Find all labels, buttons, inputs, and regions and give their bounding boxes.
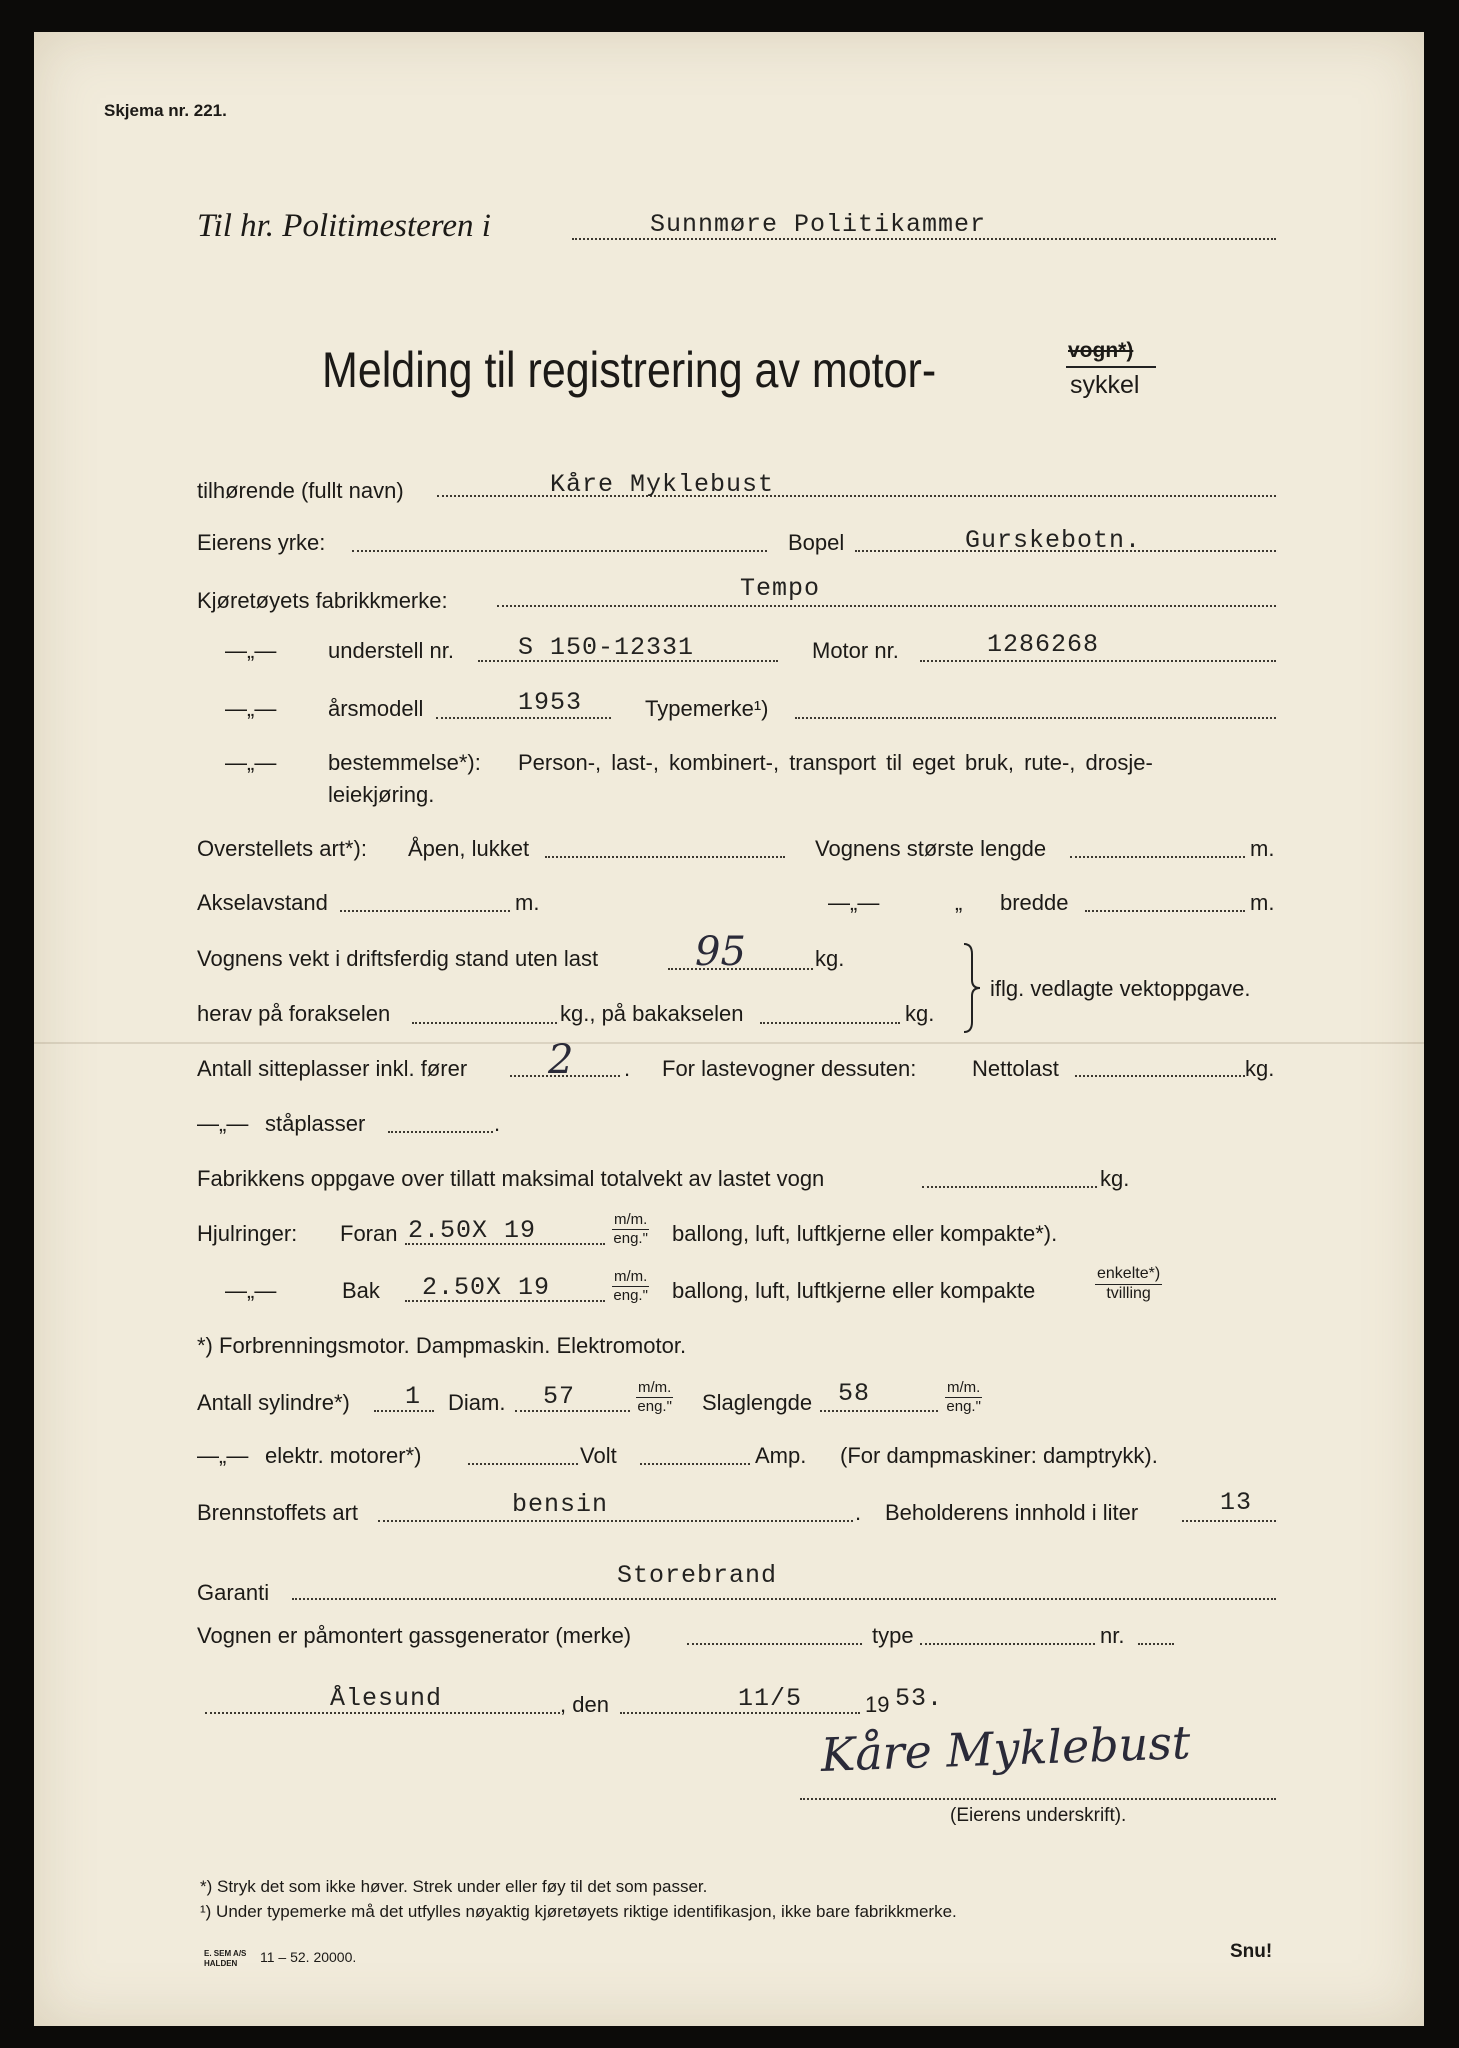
rear-axle-label: kg., på bakakselen [560, 1001, 744, 1026]
motor-line [920, 660, 1276, 662]
signature-label: (Eierens underskrift). [950, 1805, 1127, 1826]
front-tire-unit: m/m. eng." [613, 1211, 648, 1247]
type-line [920, 1643, 1095, 1645]
netload-label: Nettolast [972, 1056, 1059, 1081]
tank-label: Beholderens innhold i liter [885, 1500, 1139, 1525]
maxweight-label: Fabrikkens oppgave over tillatt maksimal totalvekt av lastet vogn [197, 1166, 825, 1191]
rear-tire-label: Bak [342, 1278, 380, 1303]
ditto-mark: —„— [197, 1443, 249, 1468]
netload-line [1075, 1075, 1245, 1077]
body-label: Overstellets art*): [197, 836, 367, 861]
residence-label: Bopel [788, 530, 845, 555]
stroke-line [820, 1410, 938, 1412]
rear-tire-unit: m/m. eng." [613, 1268, 648, 1304]
cylinders-value: 1 [405, 1382, 422, 1411]
form-sheet [34, 32, 1424, 2026]
ditto-mark: —„— [828, 890, 880, 915]
elmotor-label: elektr. motorer*) [265, 1443, 422, 1468]
front-axle-line [412, 1022, 557, 1024]
rear-axle-line [760, 1022, 900, 1024]
length-line [1070, 856, 1245, 858]
gasgen-label: Vognen er påmontert gassgenerator (merke) [197, 1623, 632, 1648]
residence-value: Gurskebotn. [965, 526, 1142, 555]
nr-line [1138, 1643, 1174, 1645]
nr-label: nr. [1100, 1623, 1125, 1648]
make-line [497, 605, 1276, 607]
print-info: 11 – 52. 20000. [260, 1949, 357, 1965]
maxweight-unit: kg. [1100, 1166, 1130, 1191]
rear-tire-types: ballong, luft, luftkjerne eller kompakte [672, 1278, 1036, 1303]
elmotor-line [468, 1463, 578, 1465]
volt-label: Volt [580, 1443, 617, 1468]
guarantee-line [292, 1598, 1276, 1600]
title-fraction-bar [1066, 366, 1156, 368]
schema-number: Skjema nr. 221. [104, 101, 227, 120]
front-tire-types: ballong, luft, luftkjerne eller kompakte*). [672, 1221, 1058, 1246]
weight-unit: kg. [815, 946, 845, 971]
fuel-period: . [855, 1500, 862, 1525]
purpose-options-cont: leiekjøring. [328, 782, 435, 807]
model-year-value: 1953 [518, 688, 583, 717]
weight-brace [960, 942, 984, 1034]
make-label: Kjøretøyets fabrikkmerke: [197, 588, 448, 613]
weight-value: 95 [695, 929, 746, 975]
printer-city: HALDEN [204, 1959, 238, 1968]
typemark-line [795, 717, 1276, 719]
den-label: , den [560, 1692, 609, 1717]
ditto-mark: —„— [225, 696, 277, 721]
axle-label: Akselavstand [197, 890, 328, 915]
length-label: Vognens største lengde [815, 836, 1047, 861]
place-value: Ålesund [330, 1684, 443, 1713]
model-year-line [436, 717, 611, 719]
ditto-mark: —„— [197, 1111, 249, 1136]
steam-note: (For dampmaskiner: damptrykk). [840, 1443, 1158, 1468]
standing-line [388, 1131, 493, 1133]
stroke-label: Slaglengde [702, 1390, 813, 1415]
axle-line [340, 910, 510, 912]
year-value: 53. [895, 1684, 944, 1713]
stroke-value: 58 [838, 1379, 871, 1408]
ditto-mark: —„— [225, 750, 277, 775]
motor-value: 1286268 [987, 630, 1100, 659]
front-tire-value: 2.50X 19 [408, 1216, 537, 1245]
make-value: Tempo [740, 574, 821, 603]
occupation-label: Eierens yrke: [197, 530, 326, 555]
guarantee-label: Garanti [197, 1580, 270, 1605]
footnote-strike: *) Stryk det som ikke høver. Strek under eller føy til det som passer. [200, 1877, 708, 1896]
year-prefix: 19 [865, 1692, 890, 1717]
width-line [1085, 910, 1245, 912]
seats-label: Antall sitteplasser inkl. fører [197, 1056, 468, 1081]
rear-tire-arrangement: enkelte*) tvilling [1097, 1265, 1161, 1302]
maxweight-line [922, 1186, 1097, 1188]
owner-value: Kåre Myklebust [550, 470, 775, 499]
signature-line [800, 1798, 1276, 1800]
tires-label: Hjulringer: [197, 1221, 298, 1246]
gasgen-line [687, 1643, 862, 1645]
model-year-label: årsmodell [328, 696, 424, 721]
form-title: Melding til registrering av motor- [322, 342, 937, 398]
title-sykkel: sykkel [1070, 371, 1140, 399]
standing-label: ståplasser [265, 1111, 366, 1136]
weight-note: iflg. vedlagte vektoppgave. [990, 976, 1251, 1001]
fuel-line [378, 1520, 853, 1522]
ditto-mark: —„— [225, 1278, 277, 1303]
date-value: 11/5 [738, 1684, 803, 1713]
tank-line [1182, 1520, 1276, 1522]
owner-label: tilhørende (fullt navn) [197, 478, 404, 503]
occupation-line [352, 550, 767, 552]
fuel-value: bensin [512, 1490, 609, 1519]
chassis-label: understell nr. [328, 638, 454, 663]
title-vogn-struck: vogn*) [1068, 339, 1134, 362]
rear-axle-unit: kg. [905, 1001, 935, 1026]
fuel-label: Brennstoffets art [197, 1500, 359, 1525]
width-unit: m. [1250, 890, 1275, 915]
purpose-options: Person-, last-, kombinert-, transport til eget bruk, rute-, drosje- [518, 750, 1153, 775]
type-label: type [872, 1623, 914, 1648]
diam-unit: m/m. eng." [637, 1379, 672, 1415]
engine-types: *) Forbrenningsmotor. Dampmaskin. Elektromotor. [197, 1333, 687, 1358]
volt-line [640, 1463, 750, 1465]
typemark-label: Typemerke¹) [645, 696, 769, 721]
cargo-label: For lastevogner dessuten: [662, 1056, 917, 1081]
owner-signature: Kåre Myklebust [819, 1715, 1192, 1782]
recipient-value: Sunnmøre Politikammer [650, 210, 987, 239]
weight-label: Vognens vekt i driftsferdig stand uten last [197, 946, 599, 971]
tank-value: 13 [1220, 1488, 1253, 1517]
axle-unit: m. [515, 890, 540, 915]
body-line [545, 856, 785, 858]
stroke-unit: m/m. eng." [946, 1379, 981, 1415]
width-label: bredde [1000, 890, 1069, 915]
footnote-typemark: ¹) Under typemerke må det utfylles nøyaktig kjøretøyets riktige identifikasjon, ikke bare fabrikkmerke. [200, 1902, 957, 1921]
purpose-label: bestemmelse*): [328, 750, 481, 775]
front-axle-label: herav på forakselen [197, 1001, 391, 1026]
printer-name: E. SEM A/S [204, 1949, 247, 1958]
seats-period: . [624, 1056, 631, 1081]
diam-value: 57 [543, 1382, 576, 1411]
netload-unit: kg. [1245, 1056, 1275, 1081]
paper-fold [34, 1042, 1424, 1044]
cylinders-label: Antall sylindre*) [197, 1390, 350, 1415]
body-value: Åpen, lukket [408, 836, 530, 861]
chassis-value: S 150-12331 [518, 633, 695, 662]
rear-tire-value: 2.50X 19 [422, 1273, 551, 1302]
cylinders-line [374, 1410, 434, 1412]
turn-over-note: Snu! [1230, 1941, 1273, 1962]
ditto-mark: —„— [225, 638, 277, 663]
standing-period: . [494, 1111, 501, 1136]
diam-label: Diam. [448, 1390, 506, 1415]
motor-label: Motor nr. [812, 638, 899, 663]
length-unit: m. [1250, 836, 1275, 861]
recipient-prefix: Til hr. Politimesteren i [197, 208, 491, 244]
amp-label: Amp. [755, 1443, 807, 1468]
guarantee-value: Storebrand [617, 1561, 778, 1590]
front-tire-label: Foran [340, 1221, 398, 1246]
ditto-quote: „ [955, 890, 963, 915]
seats-value: 2 [548, 1037, 574, 1083]
